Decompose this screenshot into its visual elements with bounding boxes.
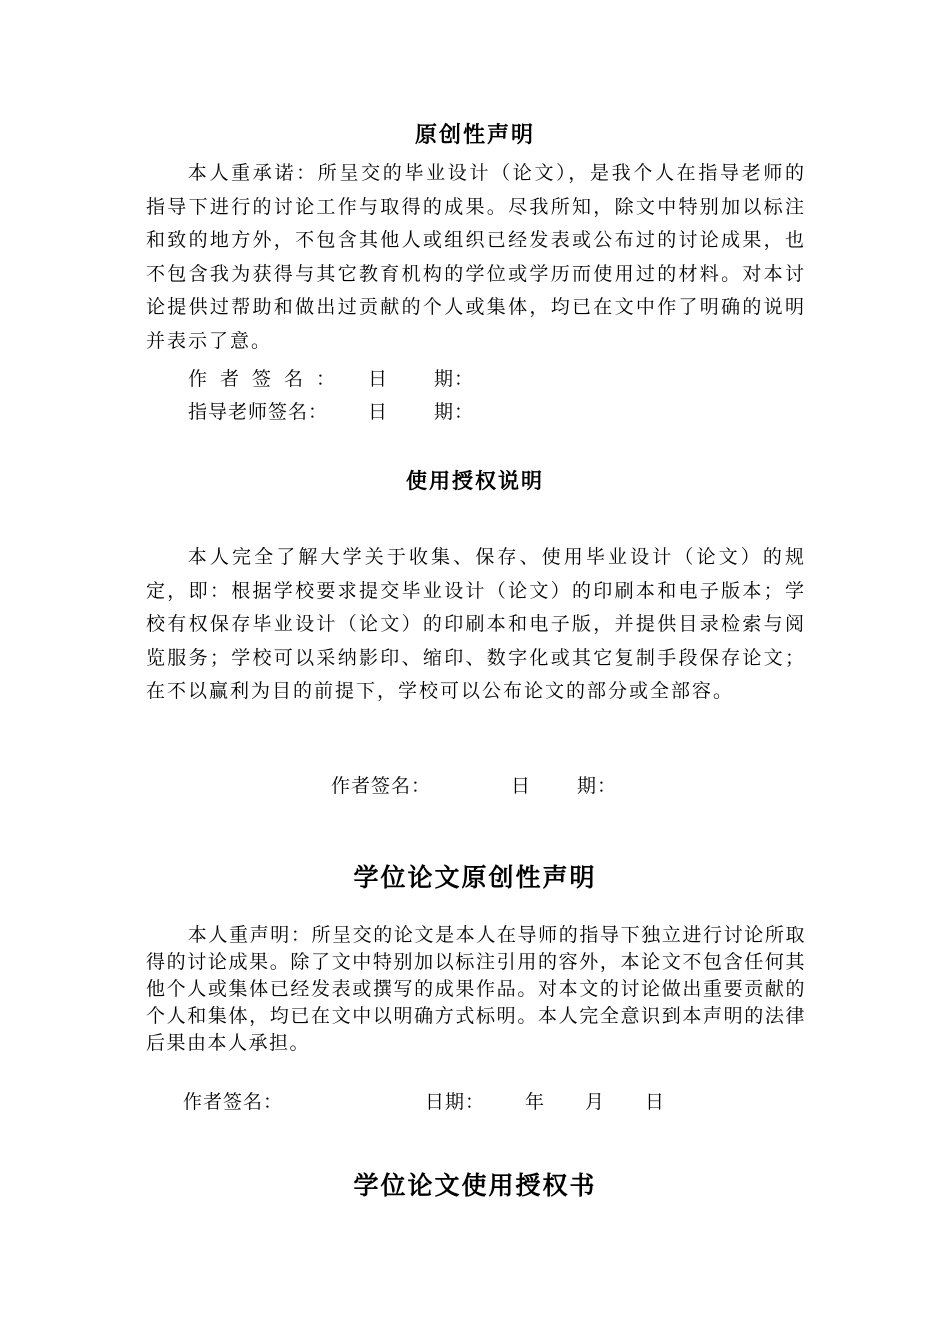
advisor-signature-text: 指导老师签名：: [188, 401, 329, 423]
day-label: 日: [645, 1091, 666, 1113]
usage-authorization-body: 本人完全了解大学关于收集、保存、使用毕业设计（论文）的规定，即：根据学校要求提交毕业设计（论文）的印刷本和电子版本；学校有权保存毕业设计（论文）的印刷本和电子版，并提供目录检索与阅览服务；学校可以采纳影印、缩印、数字化或其它复制手段保存论文；在不以赢利为目的前提下，学校可以公布论文的部分或全部容。: [146, 546, 806, 702]
thesis-date-label: 日期：: [425, 1091, 486, 1113]
author-signature-label: [188, 364, 348, 391]
date-char-2: 期：: [434, 368, 475, 390]
advisor-date-char-2: 期：: [434, 401, 475, 423]
date-char-1: 日: [368, 368, 389, 390]
author-signature-label-3: 作者签名：: [183, 1091, 284, 1113]
date-char-1b: 日: [511, 775, 532, 797]
author-signature-label-2: 作者签名：: [331, 775, 432, 797]
advisor-date-char-1: 日: [368, 401, 389, 423]
year-label: 年: [525, 1091, 546, 1113]
advisor-date-label: [368, 397, 474, 424]
thesis-originality-title: 学位论文原创性声明: [353, 863, 597, 892]
author-date-label: [368, 364, 474, 391]
author-signature-text: 作者签名：: [188, 368, 349, 390]
originality-declaration-title: 原创性声明: [414, 122, 535, 148]
thesis-authorization-title: 学位论文使用授权书: [353, 1171, 597, 1200]
originality-declaration-body: 本人重承诺：所呈交的毕业设计（论文），是我个人在指导老师的指导下进行的讨论工作与取得的成果。尽我所知，除文中特别加以标注和致的地方外，不包含其他人或组织已经发表或公布过的讨论成果，也不包含我为获得与其它教育机构的学位或学历而使用过的材料。对本讨论提供过帮助和做出过贡献的个人或集体，均已在文中作了明确的说明并表示了意。: [146, 162, 806, 352]
month-label: 月: [585, 1091, 606, 1113]
thesis-originality-body: 本人重声明：所呈交的论文是本人在导师的指导下独立进行讨论所取得的讨论成果。除了文中特别加以标注引用的容外，本论文不包含任何其他个人或集体已经发表或撰写的成果作品。对本文的讨论做出重要贡献的个人和集体，均已在文中以明确方式标明。本人完全意识到本声明的法律后果由本人承担。: [146, 924, 806, 1054]
author-date-label-2: [511, 771, 617, 798]
usage-authorization-title: 使用授权说明: [406, 468, 544, 493]
thesis-date-line: [425, 1087, 665, 1114]
advisor-signature-label: [188, 397, 328, 424]
date-char-2b: 期：: [577, 775, 618, 797]
